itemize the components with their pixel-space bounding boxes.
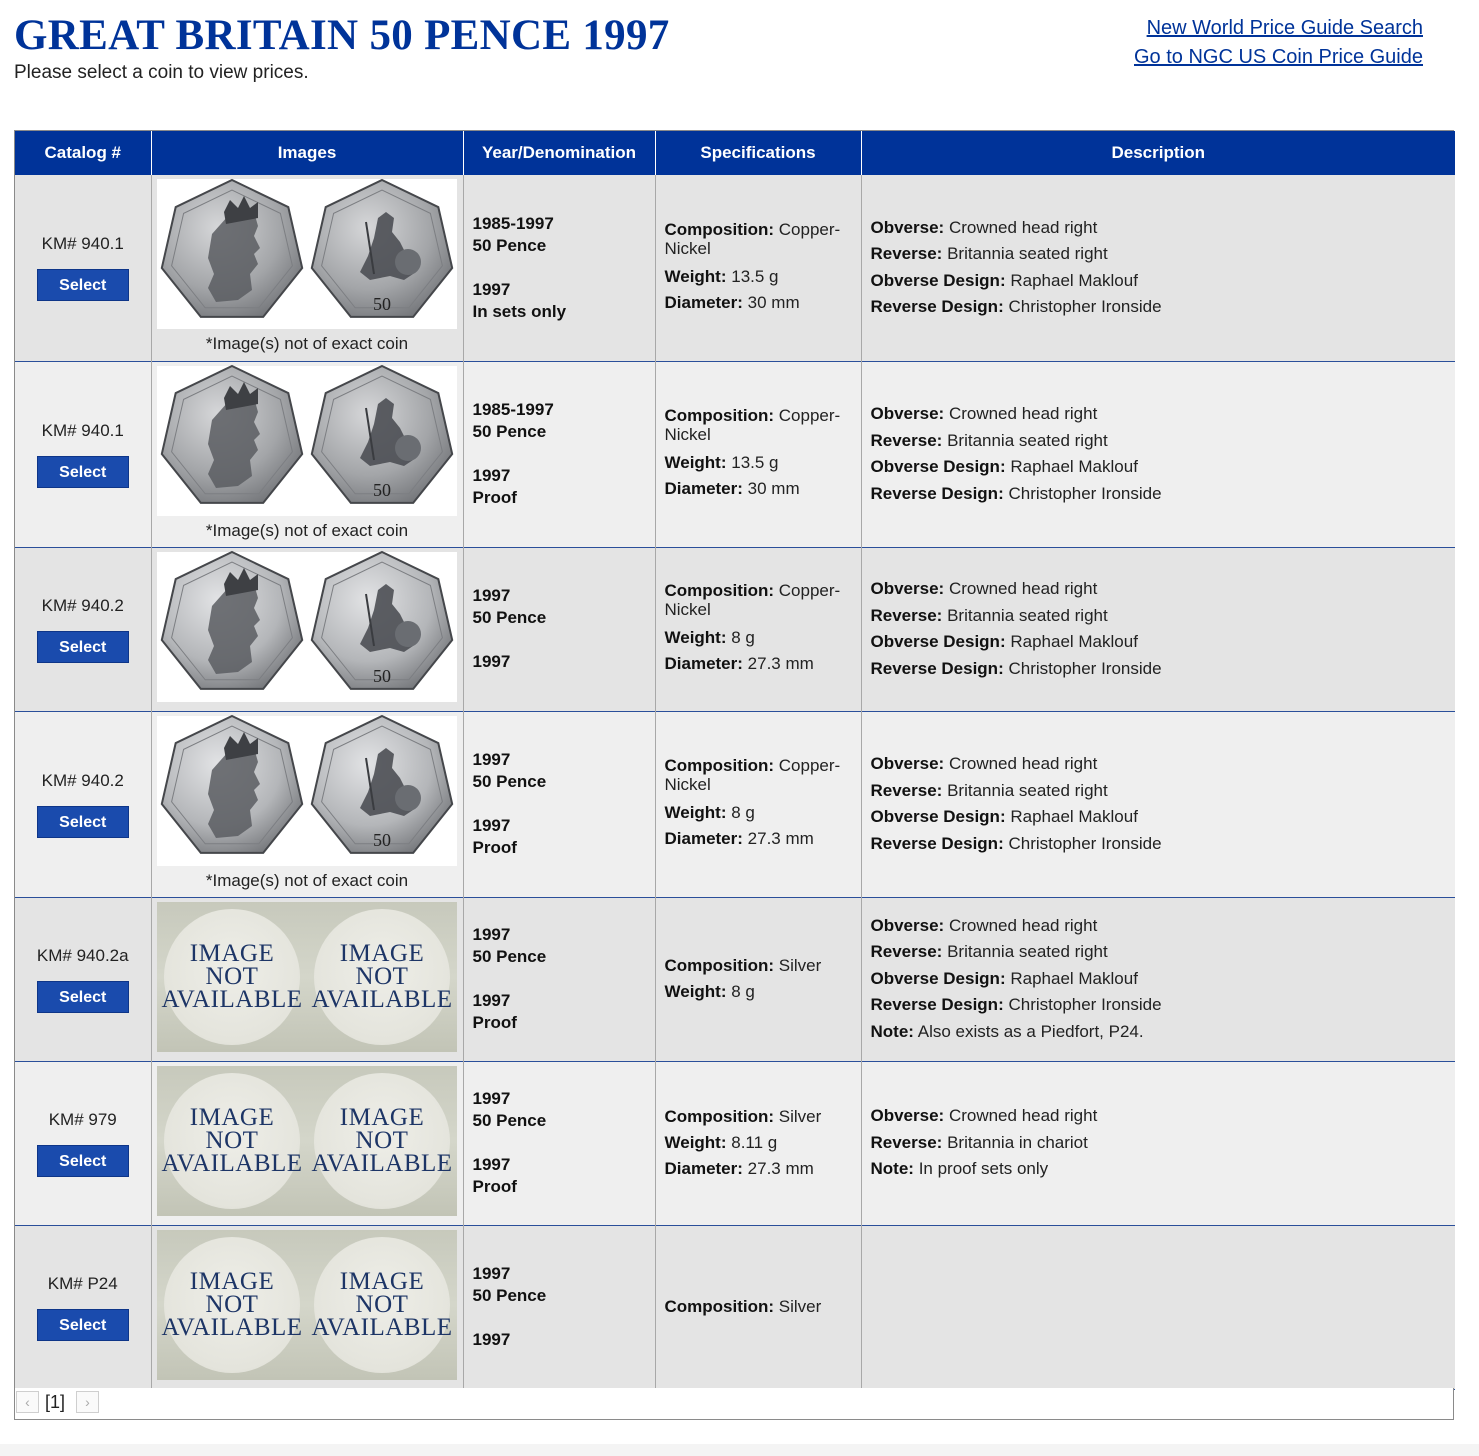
table-body — [15, 175, 1455, 1389]
select-button[interactable]: Select — [37, 806, 129, 838]
select-button[interactable]: Select — [37, 981, 129, 1013]
variety: Proof — [472, 838, 517, 857]
na-text-line-2: NOT — [205, 963, 259, 990]
coin-value-text: 50 — [373, 480, 391, 500]
issue-year: 1997 — [472, 816, 511, 835]
na-text-line-1: IMAGE — [189, 1104, 275, 1131]
page-subtitle: Please select a coin to view prices. — [14, 62, 309, 83]
pager — [14, 1388, 1454, 1420]
table-row — [15, 897, 1455, 1061]
spec-composition: Composition: Copper- Nickel — [664, 219, 841, 258]
table-row — [15, 547, 1455, 711]
col-images-header: Images — [151, 131, 463, 175]
na-text-line-3: AVAILABLE — [311, 986, 453, 1013]
variety: Proof — [472, 488, 517, 507]
year-range: 1997 — [472, 1089, 511, 1108]
year-range: 1985-1997 — [472, 213, 554, 233]
spec-weight: Weight: 8.11 g — [664, 1133, 778, 1152]
year-range: 1997 — [472, 1264, 511, 1283]
issue-year: 1997 — [472, 1155, 511, 1174]
catalog-number: KM# 979 — [48, 1109, 117, 1129]
coin-image-box[interactable] — [157, 716, 457, 866]
issue-year: 1997 — [472, 652, 511, 671]
desc-obverse: Obverse: Crowned head right — [870, 915, 1098, 935]
specifications-cell — [655, 897, 861, 1061]
catalog-number: KM# 940.2 — [41, 770, 124, 790]
images-cell — [151, 175, 463, 361]
chevron-right-icon: › — [85, 1394, 90, 1410]
desc-obverse-design: Obverse Design: Raphael Maklouf — [870, 632, 1138, 651]
na-text-line-3: AVAILABLE — [161, 1314, 303, 1341]
spec-composition: Composition: Silver — [664, 1297, 822, 1316]
coin-value-text: 50 — [373, 666, 391, 686]
spec-diameter: Diameter: 27.3 mm — [664, 1159, 814, 1178]
na-text-line-2: NOT — [205, 1127, 259, 1154]
spec-diameter: Diameter: 27.3 mm — [664, 654, 814, 673]
desc-obverse-design: Obverse Design: Raphael Maklouf — [870, 457, 1138, 476]
col-description-header: Description — [861, 131, 1455, 175]
description-cell — [861, 175, 1455, 361]
desc-obverse: Obverse: Crowned head right — [870, 579, 1098, 598]
table-row — [15, 1225, 1455, 1389]
catalog-number: KM# 940.2 — [41, 595, 124, 615]
images-cell — [151, 711, 463, 897]
coin-reverse-image[interactable] — [308, 178, 456, 331]
desc-obverse-design: Obverse Design: Raphael Maklouf — [870, 270, 1138, 290]
year-denomination-cell — [463, 1225, 655, 1389]
coin-reverse-image[interactable] — [308, 364, 456, 517]
na-text-line-1: IMAGE — [189, 1268, 275, 1295]
coin-image-box[interactable] — [157, 1066, 457, 1216]
issue-year: 1997 — [472, 466, 511, 485]
desc-note: Note: Also exists as a Piedfort, P24. — [870, 1021, 1144, 1041]
issue-year: 1997 — [472, 1330, 511, 1349]
catalog-cell — [15, 1061, 151, 1225]
denomination: 50 Pence — [472, 1111, 547, 1130]
coin-image-box[interactable] — [157, 366, 457, 516]
spec-composition: Composition: Copper- Nickel — [664, 406, 841, 444]
spec-weight: Weight: 8 g — [664, 982, 755, 1001]
desc-reverse-design: Reverse Design: Christopher Ironside — [870, 297, 1162, 317]
na-text-line-2: NOT — [355, 1291, 409, 1318]
image-disclaimer: *Image(s) not of exact coin — [205, 520, 409, 540]
catalog-number: KM# P24 — [47, 1273, 118, 1293]
coin-image-box[interactable] — [157, 1230, 457, 1380]
description-cell — [861, 361, 1455, 547]
na-text-line-3: AVAILABLE — [161, 1150, 303, 1177]
spec-composition: Composition: Silver — [664, 1107, 822, 1126]
spec-composition: Composition: Copper- Nickel — [664, 581, 841, 619]
specifications-cell — [655, 1225, 861, 1389]
na-text-line-1: IMAGE — [339, 940, 425, 967]
coin-obverse-image[interactable] — [158, 550, 306, 703]
top-links — [1134, 14, 1423, 72]
image-disclaimer: *Image(s) not of exact coin — [205, 334, 409, 353]
denomination: 50 Pence — [472, 608, 547, 627]
desc-reverse: Reverse: Britannia seated right — [870, 430, 1108, 450]
variety: In sets only — [472, 301, 567, 321]
pager-prev-button[interactable] — [16, 1391, 39, 1413]
description-cell — [861, 897, 1455, 1061]
page-header — [14, 12, 1454, 112]
specifications-cell — [655, 175, 861, 361]
year-denomination-cell — [463, 897, 655, 1061]
pager-current-page[interactable]: [1] — [45, 1392, 66, 1412]
desc-obverse: Obverse: Crowned head right — [870, 404, 1098, 423]
desc-reverse: Reverse: Britannia in chariot — [870, 1132, 1088, 1152]
desc-obverse-design: Obverse Design: Raphael Maklouf — [870, 807, 1138, 826]
na-text-line-1: IMAGE — [189, 940, 275, 967]
table-row — [15, 1061, 1455, 1225]
na-text-line-3: AVAILABLE — [311, 1150, 453, 1177]
denomination: 50 Pence — [472, 1286, 547, 1305]
desc-reverse: Reverse: Britannia seated right — [870, 244, 1108, 264]
issue-year: 1997 — [472, 991, 511, 1010]
coin-obverse-image[interactable] — [158, 364, 306, 517]
denomination: 50 Pence — [472, 235, 547, 255]
coin-value-text: 50 — [373, 830, 391, 850]
images-cell — [151, 1225, 463, 1389]
col-specs-header: Specifications — [655, 131, 861, 175]
select-button[interactable]: Select — [37, 269, 129, 301]
catalog-cell — [15, 1225, 151, 1389]
select-button[interactable]: Select — [37, 631, 129, 663]
ngc-us-price-guide-link[interactable]: Go to NGC US Coin Price Guide — [1134, 46, 1423, 68]
year-denomination-cell — [463, 547, 655, 711]
images-cell — [151, 547, 463, 711]
spec-composition: Composition: Silver — [664, 956, 822, 975]
year-denomination-cell — [463, 361, 655, 547]
variety: Proof — [472, 1177, 517, 1196]
spec-diameter: Diameter: 30 mm — [664, 292, 800, 312]
specifications-cell — [655, 361, 861, 547]
year-denomination-cell — [463, 1061, 655, 1225]
description-cell — [861, 1225, 1455, 1389]
desc-note: Note: In proof sets only — [870, 1159, 1049, 1179]
na-text-line-3: AVAILABLE — [161, 986, 303, 1013]
desc-reverse: Reverse: Britannia seated right — [870, 780, 1108, 800]
specifications-cell — [655, 1061, 861, 1225]
table-row — [15, 175, 1455, 361]
coin-grid — [14, 130, 1454, 1391]
image-not-available-placeholder — [161, 909, 303, 1045]
year-range: 1985-1997 — [472, 400, 554, 419]
desc-obverse-design: Obverse Design: Raphael Maklouf — [870, 968, 1138, 988]
desc-reverse: Reverse: Britannia seated right — [870, 605, 1108, 625]
catalog-cell — [15, 547, 151, 711]
catalog-cell — [15, 711, 151, 897]
issue-year: 1997 — [472, 279, 511, 299]
coin-image-box[interactable] — [157, 552, 457, 702]
footer-band — [0, 1444, 1479, 1456]
description-cell — [861, 711, 1455, 897]
coin-obverse-image[interactable] — [158, 714, 306, 867]
desc-obverse: Obverse: Crowned head right — [870, 217, 1098, 237]
description-cell — [861, 1061, 1455, 1225]
catalog-number: KM# 940.1 — [41, 420, 124, 440]
col-catalog-header[interactable]: Catalog # — [15, 131, 151, 175]
pager-next-button[interactable] — [76, 1391, 99, 1413]
desc-obverse: Obverse: Crowned head right — [870, 754, 1098, 773]
catalog-cell — [15, 175, 151, 361]
coin-table — [15, 131, 1455, 1390]
spec-weight: Weight: 13.5 g — [664, 453, 779, 472]
na-text-line-2: NOT — [205, 1291, 259, 1318]
chevron-left-icon: ‹ — [25, 1394, 30, 1410]
image-not-available-placeholder — [161, 1237, 303, 1373]
catalog-cell — [15, 897, 151, 1061]
spec-composition: Composition: Copper- Nickel — [664, 756, 841, 794]
desc-reverse: Reverse: Britannia seated right — [870, 942, 1108, 962]
year-range: 1997 — [472, 750, 511, 769]
catalog-cell — [15, 361, 151, 547]
spec-weight: Weight: 8 g — [664, 803, 755, 822]
image-not-available-placeholder — [161, 1073, 303, 1209]
spec-diameter: Diameter: 30 mm — [664, 479, 800, 498]
desc-reverse-design: Reverse Design: Christopher Ironside — [870, 995, 1162, 1015]
coin-image-box[interactable] — [157, 902, 457, 1052]
image-not-available-placeholder — [311, 1237, 453, 1373]
na-text-line-1: IMAGE — [339, 1268, 425, 1295]
na-text-line-2: NOT — [355, 963, 409, 990]
spec-weight: Weight: 13.5 g — [664, 266, 779, 286]
spec-weight: Weight: 8 g — [664, 628, 755, 647]
col-year-header[interactable]: Year/Denomination — [463, 131, 655, 175]
image-not-available-placeholder — [311, 1073, 453, 1209]
denomination: 50 Pence — [472, 422, 547, 441]
select-button[interactable]: Select — [37, 1145, 129, 1177]
table-header-row — [15, 131, 1455, 175]
image-not-available-placeholder — [311, 909, 453, 1045]
denomination: 50 Pence — [472, 772, 547, 791]
year-range: 1997 — [472, 925, 511, 944]
images-cell — [151, 1061, 463, 1225]
coin-reverse-image[interactable] — [308, 714, 456, 867]
catalog-number: KM# 940.1 — [41, 234, 124, 254]
coin-reverse-image[interactable] — [308, 550, 456, 703]
variety: Proof — [472, 1013, 517, 1032]
table-row — [15, 711, 1455, 897]
specifications-cell — [655, 711, 861, 897]
coin-image-box[interactable] — [157, 179, 457, 329]
desc-reverse-design: Reverse Design: Christopher Ironside — [870, 483, 1162, 503]
specifications-cell — [655, 547, 861, 711]
year-denomination-cell — [463, 711, 655, 897]
catalog-number: KM# 940.2a — [36, 945, 129, 965]
select-button[interactable]: Select — [37, 456, 129, 488]
desc-reverse-design: Reverse Design: Christopher Ironside — [870, 833, 1162, 853]
denomination: 50 Pence — [472, 947, 547, 966]
world-price-guide-search-link[interactable]: New World Price Guide Search — [1146, 17, 1423, 39]
desc-obverse: Obverse: Crowned head right — [870, 1106, 1098, 1126]
table-row — [15, 361, 1455, 547]
na-text-line-2: NOT — [355, 1127, 409, 1154]
spec-diameter: Diameter: 27.3 mm — [664, 829, 814, 848]
image-disclaimer: *Image(s) not of exact coin — [205, 870, 409, 890]
na-text-line-1: IMAGE — [339, 1104, 425, 1131]
description-cell — [861, 547, 1455, 711]
page-title: GREAT BRITAIN 50 PENCE 1997 — [14, 12, 670, 59]
desc-reverse-design: Reverse Design: Christopher Ironside — [870, 658, 1162, 678]
images-cell — [151, 361, 463, 547]
select-button[interactable]: Select — [37, 1309, 129, 1341]
coin-value-text: 50 — [373, 293, 391, 314]
images-cell — [151, 897, 463, 1061]
year-denomination-cell — [463, 175, 655, 361]
coin-obverse-image[interactable] — [158, 178, 306, 331]
na-text-line-3: AVAILABLE — [311, 1314, 453, 1341]
year-range: 1997 — [472, 586, 511, 605]
